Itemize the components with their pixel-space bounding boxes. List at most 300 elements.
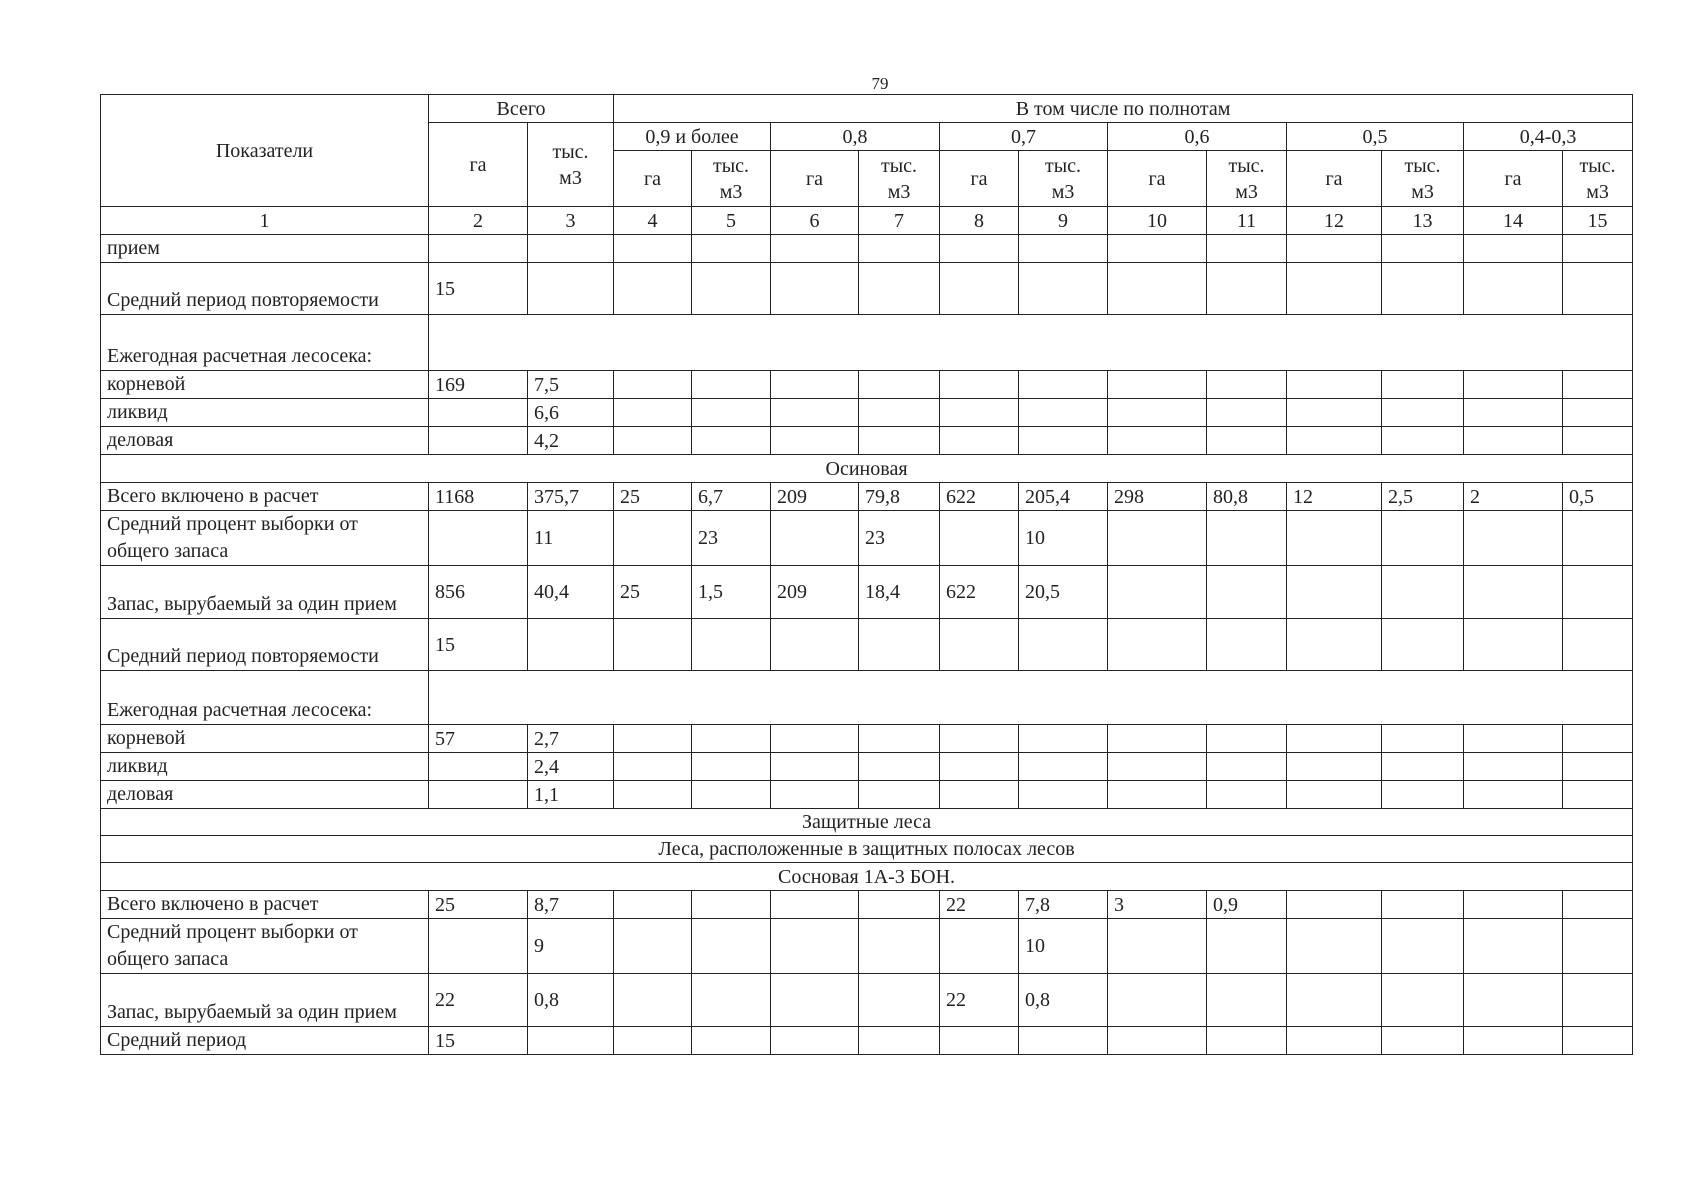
column-number: 15 — [1563, 207, 1633, 235]
table-cell — [1287, 891, 1382, 919]
section-row — [101, 455, 1633, 483]
table-row — [101, 427, 1633, 455]
table-cell — [1382, 427, 1464, 455]
table-cell — [1464, 919, 1563, 974]
table-cell — [1207, 919, 1287, 974]
table-cell — [692, 399, 771, 427]
table-cell — [692, 974, 771, 1027]
column-number: 10 — [1108, 207, 1207, 235]
unit-m3-line2: м3 — [1051, 180, 1075, 203]
table-cell — [692, 263, 771, 315]
table-cell — [429, 399, 528, 427]
table-row — [101, 371, 1633, 399]
table-cell — [1382, 263, 1464, 315]
table-cell: 18,4 — [859, 566, 940, 619]
table-cell — [1287, 753, 1382, 781]
unit-m3 — [1382, 151, 1464, 207]
table-cell: 2,4 — [528, 753, 614, 781]
header-total-ha: га — [429, 123, 528, 207]
table-cell — [614, 781, 692, 809]
table-cell: 1,5 — [692, 566, 771, 619]
table-cell — [940, 511, 1019, 566]
table-cell — [1287, 725, 1382, 753]
table-cell — [1464, 781, 1563, 809]
table-cell — [1382, 725, 1464, 753]
table-row — [101, 781, 1633, 809]
unit-m3-line2: м3 — [1235, 180, 1258, 203]
table-cell — [1563, 919, 1633, 974]
header-density-3: 0,6 — [1108, 123, 1287, 151]
table-cell — [1563, 235, 1633, 263]
table-cell — [1287, 919, 1382, 974]
table-row — [101, 235, 1633, 263]
table-cell — [940, 725, 1019, 753]
table-cell: 2 — [1464, 483, 1563, 511]
section-row — [101, 836, 1633, 863]
table-cell — [692, 919, 771, 974]
table-cell — [1382, 753, 1464, 781]
table-cell — [1019, 753, 1108, 781]
table-cell — [528, 1027, 614, 1055]
table-cell — [940, 263, 1019, 315]
header-density-4: 0,5 — [1287, 123, 1464, 151]
unit-m3-line1: тыс. — [712, 154, 750, 177]
table-cell — [859, 399, 940, 427]
table-cell — [1287, 263, 1382, 315]
column-number-row — [101, 207, 1633, 235]
page-number: 79 — [871, 74, 889, 93]
unit-ha: га — [614, 151, 692, 207]
table-cell — [1382, 919, 1464, 974]
table-cell — [940, 781, 1019, 809]
unit-m3 — [1019, 151, 1108, 207]
table-cell: 79,8 — [859, 483, 940, 511]
table-row — [101, 891, 1633, 919]
table-cell — [429, 511, 528, 566]
table-cell — [1464, 753, 1563, 781]
merged-empty-cell — [429, 671, 1633, 725]
table-cell — [1207, 1027, 1287, 1055]
table-cell: 10 — [1019, 919, 1108, 974]
row-label: Всего включено в расчет — [101, 891, 429, 919]
table-cell — [859, 974, 940, 1027]
table-cell — [771, 891, 859, 919]
table-cell: 169 — [429, 371, 528, 399]
table-cell — [1382, 974, 1464, 1027]
unit-m3-line2: м3 — [1411, 180, 1434, 203]
table-header — [101, 95, 1633, 235]
table-row — [101, 619, 1633, 671]
row-label: Запас, вырубаемый за один прием — [101, 974, 429, 1027]
row-label: прием — [101, 235, 429, 263]
header-indicators: Показатели — [101, 95, 429, 207]
table-cell: 10 — [1019, 511, 1108, 566]
table-cell — [614, 974, 692, 1027]
table-cell — [1382, 781, 1464, 809]
row-label: Средний процент выборки от общего запаса — [101, 919, 429, 974]
table-cell: 22 — [940, 974, 1019, 1027]
table-cell: 2,7 — [528, 725, 614, 753]
column-number: 9 — [1019, 207, 1108, 235]
table-cell — [429, 235, 528, 263]
table-cell — [1563, 511, 1633, 566]
column-number: 13 — [1382, 207, 1464, 235]
table-row — [101, 974, 1633, 1027]
column-number: 1 — [101, 207, 429, 235]
table-cell: 298 — [1108, 483, 1207, 511]
row-label: Средний процент выборки от общего запаса — [101, 511, 429, 566]
table-cell — [692, 725, 771, 753]
table-cell — [429, 753, 528, 781]
header-by-density: В том числе по полнотам — [614, 95, 1633, 123]
table-cell: 25 — [429, 891, 528, 919]
table-cell — [1287, 619, 1382, 671]
table-cell — [859, 427, 940, 455]
table-cell: 25 — [614, 566, 692, 619]
unit-m3-line2: м3 — [887, 180, 911, 203]
table-cell — [429, 781, 528, 809]
table-cell — [1382, 891, 1464, 919]
table-cell: 23 — [692, 511, 771, 566]
table-cell: 7,5 — [528, 371, 614, 399]
row-label: Ежегодная расчетная лесосека: — [101, 671, 429, 725]
table-cell — [1563, 399, 1633, 427]
table-cell — [771, 725, 859, 753]
section-row — [101, 809, 1633, 836]
table-cell — [859, 619, 940, 671]
table-cell — [771, 974, 859, 1027]
table-cell — [1019, 263, 1108, 315]
table-cell — [692, 371, 771, 399]
table-cell — [859, 371, 940, 399]
table-cell — [1019, 371, 1108, 399]
table-cell — [1019, 427, 1108, 455]
table-cell — [1207, 725, 1287, 753]
table-cell — [1563, 725, 1633, 753]
header-total: Всего — [429, 95, 614, 123]
column-number: 2 — [429, 207, 528, 235]
table-cell: 0,9 — [1207, 891, 1287, 919]
table-cell — [692, 427, 771, 455]
table-row — [101, 263, 1633, 315]
table-cell — [859, 1027, 940, 1055]
table-cell — [692, 619, 771, 671]
table-row — [101, 399, 1633, 427]
table-row — [101, 753, 1633, 781]
table-cell — [1464, 1027, 1563, 1055]
table-cell — [1207, 235, 1287, 263]
unit-m3-line1: тыс. — [1228, 154, 1265, 177]
table-cell — [1382, 619, 1464, 671]
header-total-m3 — [528, 123, 614, 207]
table-cell: 6,7 — [692, 483, 771, 511]
section-title: Леса, расположенные в защитных полосах лесов — [101, 836, 1633, 863]
table-cell — [859, 919, 940, 974]
table-cell — [771, 263, 859, 315]
table-cell: 205,4 — [1019, 483, 1108, 511]
table-cell — [771, 511, 859, 566]
table-cell — [1287, 371, 1382, 399]
table-row — [101, 725, 1633, 753]
column-number: 11 — [1207, 207, 1287, 235]
table-cell — [1108, 511, 1207, 566]
table-cell: 22 — [940, 891, 1019, 919]
table-cell — [692, 1027, 771, 1055]
table-cell — [940, 427, 1019, 455]
table-cell — [1207, 619, 1287, 671]
table-cell — [429, 919, 528, 974]
table-cell — [1287, 235, 1382, 263]
table-cell: 15 — [429, 263, 528, 315]
table-cell — [528, 619, 614, 671]
table-cell — [614, 399, 692, 427]
column-number: 3 — [528, 207, 614, 235]
table-cell — [1108, 263, 1207, 315]
table-cell — [1563, 371, 1633, 399]
table-cell — [1382, 371, 1464, 399]
table-cell — [1108, 566, 1207, 619]
table-cell: 622 — [940, 483, 1019, 511]
table-cell — [859, 891, 940, 919]
table-cell — [1382, 399, 1464, 427]
table-cell — [1563, 566, 1633, 619]
forest-calculation-table — [100, 94, 1633, 1055]
table-body — [101, 235, 1633, 1055]
table-row — [101, 919, 1633, 974]
table-cell — [1108, 399, 1207, 427]
table-cell — [1207, 566, 1287, 619]
table-cell — [1563, 974, 1633, 1027]
table-cell: 20,5 — [1019, 566, 1108, 619]
table-cell: 3 — [1108, 891, 1207, 919]
table-cell: 11 — [528, 511, 614, 566]
table-cell — [692, 891, 771, 919]
table-cell — [614, 725, 692, 753]
table-cell — [771, 371, 859, 399]
unit-m3 — [1207, 151, 1287, 207]
unit-m3-line1: тыс. — [1044, 154, 1082, 177]
section-title: Осиновая — [101, 455, 1633, 483]
table-row — [101, 1027, 1633, 1055]
table-cell — [1108, 974, 1207, 1027]
table-cell — [1108, 753, 1207, 781]
header-density-0: 0,9 и более — [614, 123, 771, 151]
table-cell — [1207, 974, 1287, 1027]
table-cell — [1108, 371, 1207, 399]
section-title: Сосновая 1А-3 БОН. — [101, 863, 1633, 891]
table-cell — [614, 235, 692, 263]
table-cell — [1382, 235, 1464, 263]
table-cell — [1464, 371, 1563, 399]
unit-ha: га — [1287, 151, 1382, 207]
table-cell: 1168 — [429, 483, 528, 511]
unit-m3-line2: м3 — [1586, 180, 1609, 203]
table-cell — [1563, 891, 1633, 919]
table-cell — [859, 781, 940, 809]
unit-m3-line2: м3 — [559, 166, 582, 189]
column-number: 5 — [692, 207, 771, 235]
table-cell: 23 — [859, 511, 940, 566]
table-cell: 40,4 — [528, 566, 614, 619]
unit-m3 — [692, 151, 771, 207]
table-cell: 209 — [771, 566, 859, 619]
table-cell: 375,7 — [528, 483, 614, 511]
table-cell — [614, 427, 692, 455]
table-cell — [429, 427, 528, 455]
table-cell — [692, 753, 771, 781]
table-cell: 57 — [429, 725, 528, 753]
unit-m3-line1: тыс. — [1579, 154, 1616, 177]
table-cell — [1287, 511, 1382, 566]
table-cell: 622 — [940, 566, 1019, 619]
table-cell — [940, 371, 1019, 399]
column-number: 6 — [771, 207, 859, 235]
table-cell — [1382, 511, 1464, 566]
table-cell — [859, 263, 940, 315]
table-cell — [1108, 725, 1207, 753]
row-label: Запас, вырубаемый за один прием — [101, 566, 429, 619]
table-cell — [1207, 781, 1287, 809]
table-cell — [771, 619, 859, 671]
table-cell: 209 — [771, 483, 859, 511]
table-cell: 1,1 — [528, 781, 614, 809]
row-label: ликвид — [101, 753, 429, 781]
row-label: деловая — [101, 781, 429, 809]
table-cell — [1019, 619, 1108, 671]
table-cell — [1464, 891, 1563, 919]
header-density-1: 0,8 — [771, 123, 940, 151]
table-cell — [771, 399, 859, 427]
table-cell: 9 — [528, 919, 614, 974]
table-cell — [1019, 399, 1108, 427]
table-cell — [614, 919, 692, 974]
table-cell — [614, 619, 692, 671]
table-cell: 0,5 — [1563, 483, 1633, 511]
table-cell — [1019, 1027, 1108, 1055]
table-cell — [1287, 1027, 1382, 1055]
table-row — [101, 511, 1633, 566]
table-cell — [859, 235, 940, 263]
table-cell — [614, 263, 692, 315]
table-row — [101, 671, 1633, 725]
table-cell: 856 — [429, 566, 528, 619]
table-cell — [1019, 781, 1108, 809]
table-cell — [771, 753, 859, 781]
table-cell — [1464, 974, 1563, 1027]
table-cell — [940, 399, 1019, 427]
table-cell — [771, 781, 859, 809]
table-cell — [1464, 566, 1563, 619]
table-cell — [1207, 399, 1287, 427]
row-label: корневой — [101, 371, 429, 399]
table-cell: 15 — [429, 1027, 528, 1055]
table-cell — [614, 753, 692, 781]
table-cell — [1108, 1027, 1207, 1055]
table-row — [101, 483, 1633, 511]
table-cell — [1019, 725, 1108, 753]
row-label: Средний период повторяемости — [101, 619, 429, 671]
table-cell — [1108, 235, 1207, 263]
unit-m3 — [859, 151, 940, 207]
table-cell: 80,8 — [1207, 483, 1287, 511]
section-row — [101, 863, 1633, 891]
unit-m3-line2: м3 — [719, 180, 743, 203]
column-number: 7 — [859, 207, 940, 235]
table-cell — [1464, 427, 1563, 455]
table-cell — [1464, 511, 1563, 566]
column-number: 4 — [614, 207, 692, 235]
table-cell — [1563, 427, 1633, 455]
table-cell: 22 — [429, 974, 528, 1027]
table-cell — [1464, 725, 1563, 753]
unit-ha: га — [771, 151, 859, 207]
table-cell — [1382, 1027, 1464, 1055]
table-cell — [1464, 235, 1563, 263]
table-cell — [1287, 781, 1382, 809]
table-cell — [614, 1027, 692, 1055]
header-density-5: 0,4-0,3 — [1464, 123, 1633, 151]
table-cell — [1563, 781, 1633, 809]
table-cell — [940, 753, 1019, 781]
table-cell — [940, 235, 1019, 263]
table-cell — [1563, 753, 1633, 781]
row-label: Всего включено в расчет — [101, 483, 429, 511]
table-cell — [1563, 619, 1633, 671]
table-cell: 8,7 — [528, 891, 614, 919]
table-cell — [692, 235, 771, 263]
table-cell — [614, 371, 692, 399]
table-cell — [1108, 619, 1207, 671]
table-cell: 25 — [614, 483, 692, 511]
row-label: Средний период повторяемости — [101, 263, 429, 315]
unit-m3-line1: тыс. — [552, 140, 589, 163]
table-cell — [1108, 781, 1207, 809]
table-cell — [1207, 427, 1287, 455]
table-cell: 15 — [429, 619, 528, 671]
table-cell — [1108, 919, 1207, 974]
table-cell — [614, 891, 692, 919]
table-cell — [1207, 371, 1287, 399]
header-density-2: 0,7 — [940, 123, 1108, 151]
table-cell — [1287, 974, 1382, 1027]
row-label: ликвид — [101, 399, 429, 427]
table-row — [101, 315, 1633, 371]
table-cell — [1019, 235, 1108, 263]
table-cell — [771, 919, 859, 974]
table-cell — [1382, 566, 1464, 619]
table-cell — [771, 235, 859, 263]
unit-ha: га — [1464, 151, 1563, 207]
table-cell — [1563, 263, 1633, 315]
table-cell — [771, 427, 859, 455]
table-cell — [1207, 511, 1287, 566]
table-row — [101, 566, 1633, 619]
table-cell — [1464, 263, 1563, 315]
table-cell — [940, 1027, 1019, 1055]
merged-empty-cell — [429, 315, 1633, 371]
table-cell: 7,8 — [1019, 891, 1108, 919]
table-cell — [1464, 399, 1563, 427]
table-cell: 6,6 — [528, 399, 614, 427]
row-label: корневой — [101, 725, 429, 753]
table-cell — [1207, 263, 1287, 315]
unit-ha: га — [1108, 151, 1207, 207]
table-cell: 0,8 — [528, 974, 614, 1027]
table-cell — [940, 919, 1019, 974]
column-number: 8 — [940, 207, 1019, 235]
table-cell: 2,5 — [1382, 483, 1464, 511]
table-cell — [528, 263, 614, 315]
